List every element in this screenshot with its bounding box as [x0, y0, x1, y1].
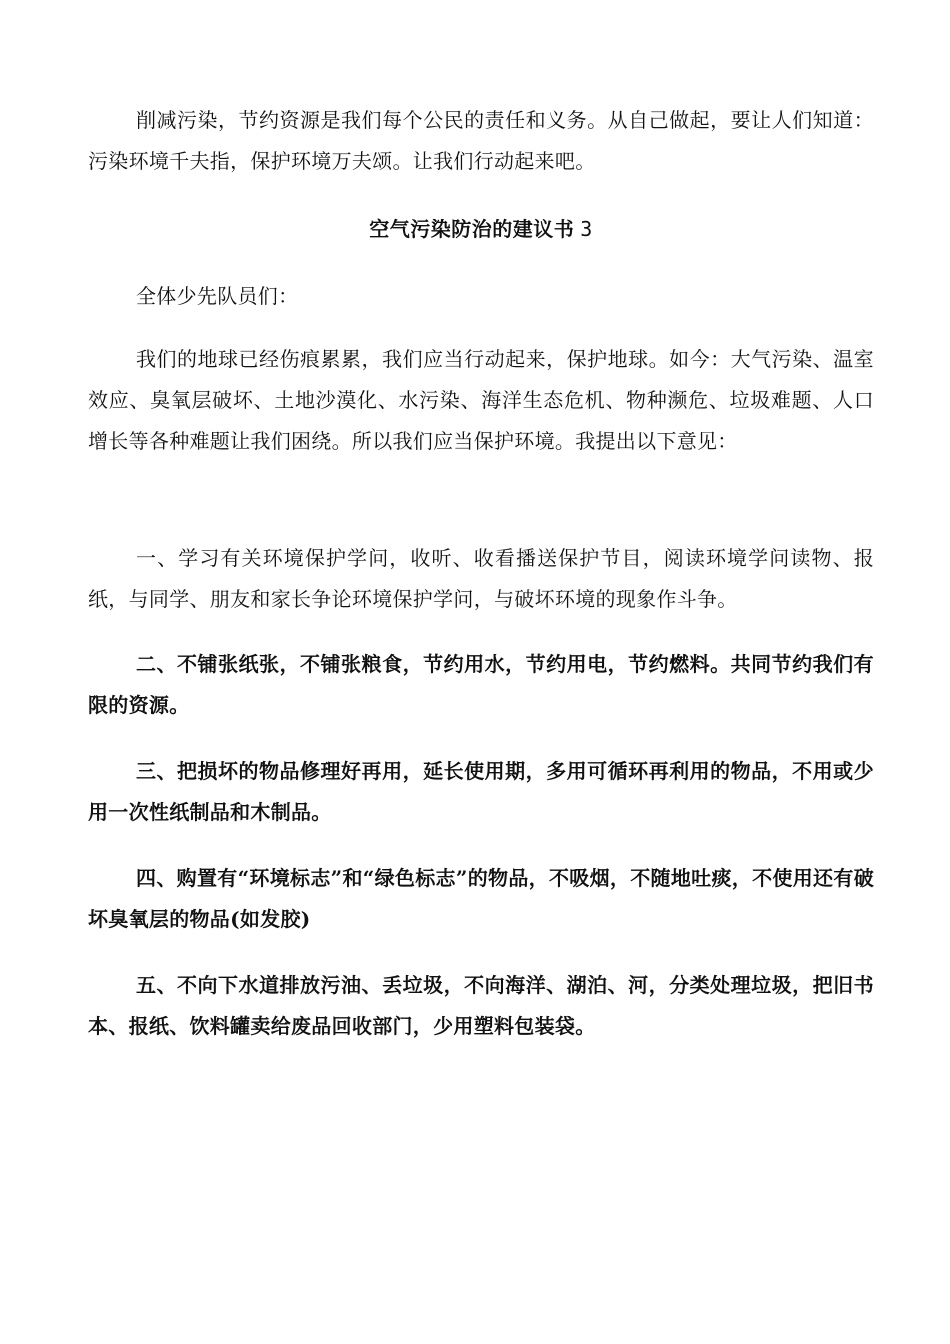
heading-title: 空气污染防治的建议书 — [369, 217, 575, 241]
suggestion-1: 一、学习有关环境保护学问，收听、收看播送保护节目，阅读环境学问读物、报纸，与同学、朋友和家长争论环境保护学问，与破坏环境的现象作斗争。 — [88, 546, 874, 611]
salutation: 全体少先队员们： — [136, 284, 299, 308]
suggestion-4: 四、购置有“环境标志”和“绿色标志”的物品，不吸烟，不随地吐痰，不使用还有破坏臭氧层的物品(如发胶) — [88, 866, 874, 931]
suggestion-5: 五、不向下水道排放污油、丢垃圾，不向海洋、湖泊、河，分类处理垃圾，把旧书本、报纸、饮料罐卖给废品回收部门，少用塑料包装袋。 — [88, 973, 874, 1038]
document-heading — [88, 212, 874, 246]
intro-paragraph: 削减污染，节约资源是我们每个公民的责任和义务。从自己做起，要让人们知道：污染环境千夫指，保护环境万夫颂。让我们行动起来吧。 — [88, 108, 874, 173]
suggestion-3: 三、把损坏的物品修理好再用，延长使用期，多用可循环再利用的物品，不用或少用一次性纸制品和木制品。 — [88, 759, 874, 824]
suggestion-2: 二、不铺张纸张，不铺张粮食，节约用水，节约用电，节约燃料。共同节约我们有限的资源。 — [88, 652, 874, 717]
heading-number: 3 — [580, 217, 593, 241]
body-paragraph: 我们的地球已经伤痕累累，我们应当行动起来，保护地球。如今：大气污染、温室效应、臭氧层破坏、土地沙漠化、水污染、海洋生态危机、物种濒危、垃圾难题、人口增长等各种难题让我们困绕。所以我们应当保护环境。我提出以下意见： — [88, 347, 874, 453]
